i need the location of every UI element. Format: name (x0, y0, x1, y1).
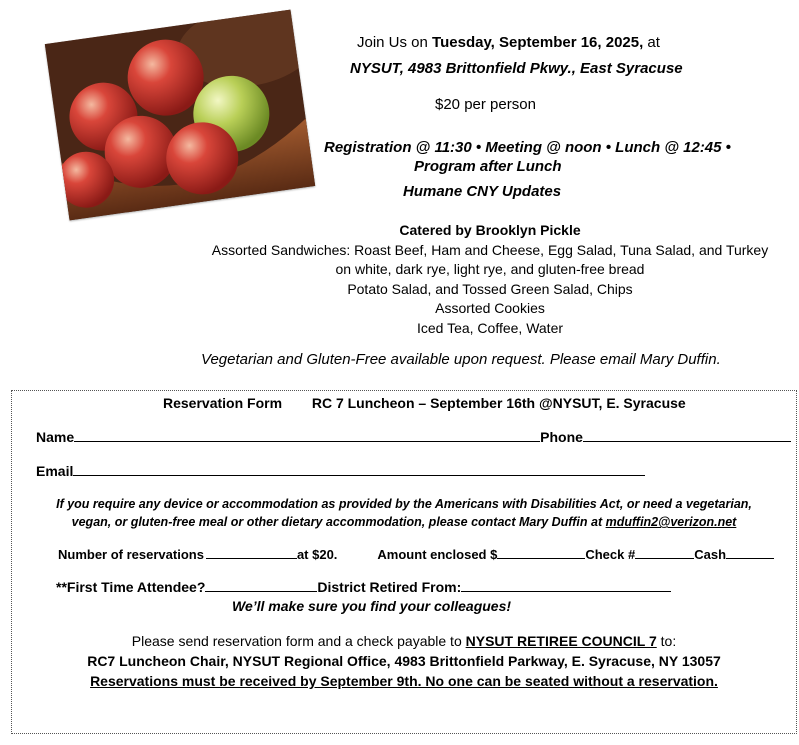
event-location: NYSUT, 4983 Brittonfield Pkwy., East Syracuse (350, 60, 683, 77)
email-label: Email (36, 463, 74, 479)
apples-photo (45, 10, 315, 221)
email-row (36, 462, 645, 479)
event-date: Tuesday, September 16, 2025, (432, 34, 644, 51)
mailing-address: RC7 Luncheon Chair, NYSUT Regional Office, 4983 Brittonfield Parkway, E. Syracuse, NY 13057 (87, 653, 721, 669)
send-suffix: to: (656, 633, 677, 649)
payee: NYSUT RETIREE COUNCIL 7 (465, 633, 657, 649)
menu-line: on white, dark rye, light rye, and gluten-free bread (335, 261, 645, 277)
colleagues-note: We’ll make sure you find your colleagues! (232, 598, 512, 614)
name-field[interactable] (74, 428, 540, 442)
amount-label: Amount enclosed $ (377, 547, 498, 562)
district-label: District Retired From: (317, 579, 462, 595)
send-prefix: Please send reservation form and a check payable to (131, 633, 466, 649)
form-title (163, 395, 686, 411)
form-title-left: Reservation Form (163, 395, 283, 411)
amount-field[interactable] (497, 545, 585, 559)
district-field[interactable] (461, 578, 671, 592)
price-each: at $20. (296, 547, 338, 562)
check-number-field[interactable] (635, 545, 694, 559)
mailing-instructions (14, 631, 794, 691)
check-label: Check # (585, 547, 636, 562)
event-schedule: Registration @ 11:30 • Meeting @ noon • Lunch @ 12:45 • (324, 139, 731, 156)
event-date-line (357, 34, 660, 51)
menu-line: Iced Tea, Coffee, Water (416, 319, 564, 336)
reservations-label: Number of reservations (58, 547, 204, 562)
menu-line: Assorted Cookies (435, 300, 545, 316)
ada-notice (14, 495, 794, 531)
menu-line: Assorted Sandwiches: Roast Beef, Ham and Cheese, Egg Salad, Tuna Salad, and Turkey (211, 241, 769, 258)
phone-field[interactable] (583, 428, 791, 442)
first-time-field[interactable] (205, 578, 317, 592)
name-row (36, 428, 791, 445)
cash-label: Cash (694, 547, 727, 562)
apples-bowl-illustration (45, 10, 315, 221)
attendee-row (56, 578, 671, 595)
name-label: Name (36, 429, 75, 445)
ada-line: If you require any device or accommodation as provided by the Americans with Disabilities Act, or need a vegetarian, (56, 497, 752, 511)
menu-section (140, 221, 799, 338)
menu-line: Potato Salad, and Tossed Green Salad, Chips (347, 280, 633, 297)
reservations-count-field[interactable] (206, 545, 297, 559)
form-title-right: RC 7 Luncheon – September 16th @NYSUT, E. Syracuse (311, 395, 686, 411)
cash-field[interactable] (726, 545, 774, 559)
reservation-deadline: Reservations must be received by September 9th. No one can be seated without a reservation. (90, 673, 718, 689)
payment-row (58, 545, 774, 562)
first-time-label: **First Time Attendee? (56, 579, 206, 595)
caterer: Catered by Brooklyn Pickle (399, 222, 581, 238)
event-schedule-cont: Program after Lunch (414, 158, 562, 175)
contact-email-link[interactable]: mduffin2@verizon.net (605, 515, 737, 529)
event-topic: Humane CNY Updates (403, 183, 562, 200)
event-price: $20 per person (435, 96, 536, 113)
email-field[interactable] (73, 462, 645, 476)
dietary-note: Vegetarian and Gluten-Free available upon request. Please email Mary Duffin. (201, 351, 721, 368)
phone-label: Phone (540, 429, 583, 445)
ada-line: vegan, or gluten-free meal or other dietary accommodation, please contact Mary Duffin at (71, 515, 606, 529)
join-suffix: at (643, 34, 660, 51)
join-prefix: Join Us on (357, 34, 433, 51)
